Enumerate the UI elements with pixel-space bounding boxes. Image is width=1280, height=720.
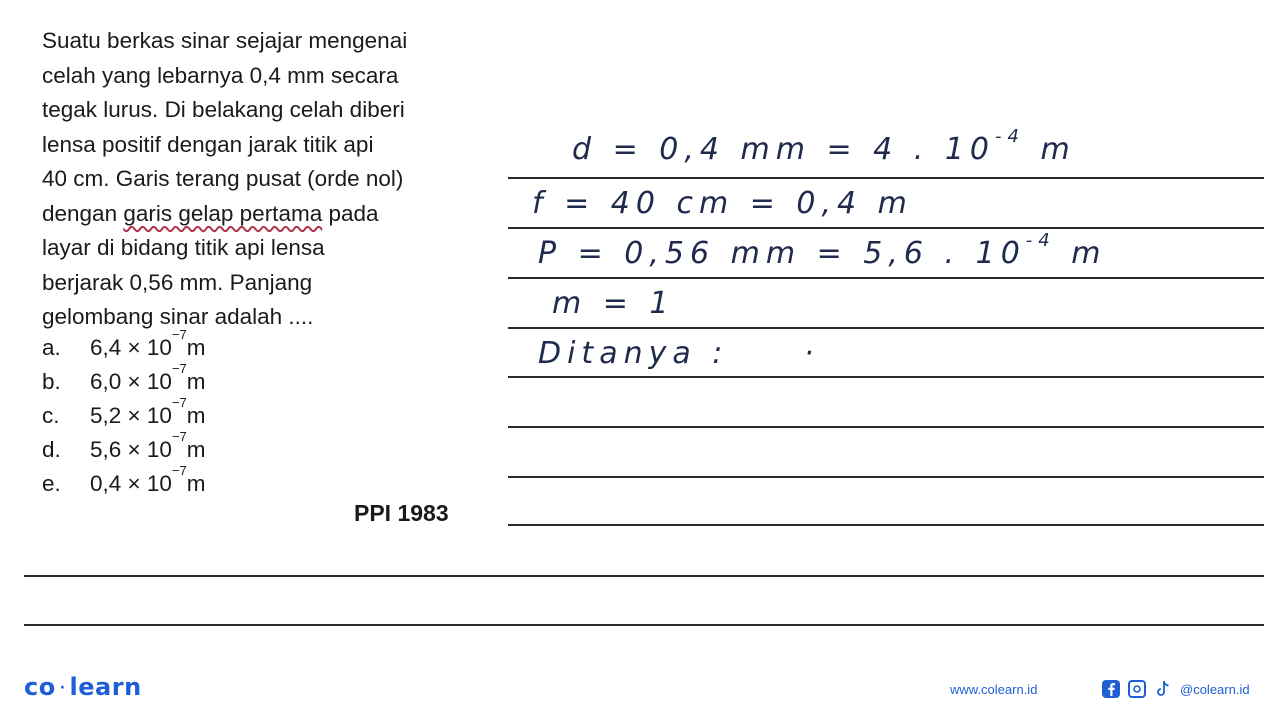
handwritten-line-ditanya: Ditanya : ·	[538, 336, 820, 371]
option-unit: m	[186, 335, 206, 360]
option-exponent: −7	[171, 327, 187, 342]
source-label: PPI 1983	[354, 500, 449, 526]
ruled-line	[508, 426, 1264, 428]
option-c	[42, 395, 206, 433]
option-exponent: −7	[171, 429, 187, 444]
option-exponent: −7	[171, 361, 187, 376]
social-links	[1102, 680, 1250, 698]
question-line: lensa positif dengan jarak titik api	[42, 131, 374, 157]
highlighted-phrase: garis gelap pertama	[123, 200, 323, 226]
option-exponent: −7	[171, 395, 187, 410]
instagram-icon[interactable]	[1128, 680, 1146, 698]
option-b	[42, 361, 206, 399]
option-value: 5,6 × 10	[90, 437, 172, 462]
question-fragment: dengan	[42, 200, 124, 226]
question-line	[42, 197, 472, 232]
option-e	[42, 463, 206, 501]
option-unit: m	[186, 471, 206, 496]
option-d	[42, 429, 206, 467]
ruled-line	[24, 624, 1264, 626]
handwritten-dot: ·	[803, 336, 820, 371]
question-line: 40 cm. Garis terang pusat (orde nol)	[42, 166, 404, 191]
question-line: layar di bidang titik api lensa	[42, 235, 325, 260]
ruled-line	[508, 327, 1264, 329]
option-value: 5,2 × 10	[90, 403, 172, 428]
handwritten-line-p: P = 0,56 mm = 5,6 . $10^{-4}$ m	[538, 230, 1107, 271]
ruled-line	[508, 177, 1264, 179]
tiktok-icon[interactable]	[1154, 680, 1172, 698]
question-line: gelombang sinar adalah ....	[42, 304, 314, 329]
answer-options	[42, 327, 206, 501]
option-value: 6,4 × 10	[90, 335, 172, 360]
option-unit: m	[186, 403, 206, 428]
option-unit: m	[186, 437, 206, 462]
option-unit: m	[186, 369, 206, 394]
colearn-logo: co · learn	[24, 673, 142, 701]
website-link[interactable]: www.colearn.id	[950, 682, 1038, 697]
facebook-icon[interactable]	[1102, 680, 1120, 698]
option-letter: a.	[42, 335, 61, 360]
social-handle[interactable]: @colearn.id	[1180, 681, 1250, 697]
ruled-line	[508, 227, 1264, 229]
handwritten-line-f: f = 40 cm = 0,4 m	[532, 186, 913, 221]
option-letter: e.	[42, 471, 61, 496]
option-value: 0,4 × 10	[90, 471, 172, 496]
ruled-line	[24, 575, 1264, 577]
option-letter: b.	[42, 369, 61, 394]
question-line: Suatu berkas sinar sejajar mengenai	[42, 28, 408, 53]
ruled-line	[508, 476, 1264, 478]
ruled-line	[508, 524, 1264, 526]
handwritten-line-m: m = 1	[552, 286, 675, 321]
option-value: 6,0 × 10	[90, 369, 172, 394]
question-line: berjarak 0,56 mm. Panjang	[42, 269, 313, 295]
question-line: tegak lurus. Di belakang celah diberi	[42, 97, 405, 122]
option-letter: c.	[42, 403, 60, 428]
ruled-line	[508, 277, 1264, 279]
question-fragment: pada	[322, 200, 379, 226]
option-a	[42, 327, 206, 365]
option-exponent: −7	[171, 463, 187, 478]
ruled-line	[508, 376, 1264, 378]
question-text	[42, 24, 472, 335]
question-line: celah yang lebarnya 0,4 mm secara	[42, 62, 399, 88]
handwritten-line-d: d = 0,4 mm = 4 . $10^{-4}$ m	[572, 126, 1076, 167]
option-letter: d.	[42, 437, 61, 462]
